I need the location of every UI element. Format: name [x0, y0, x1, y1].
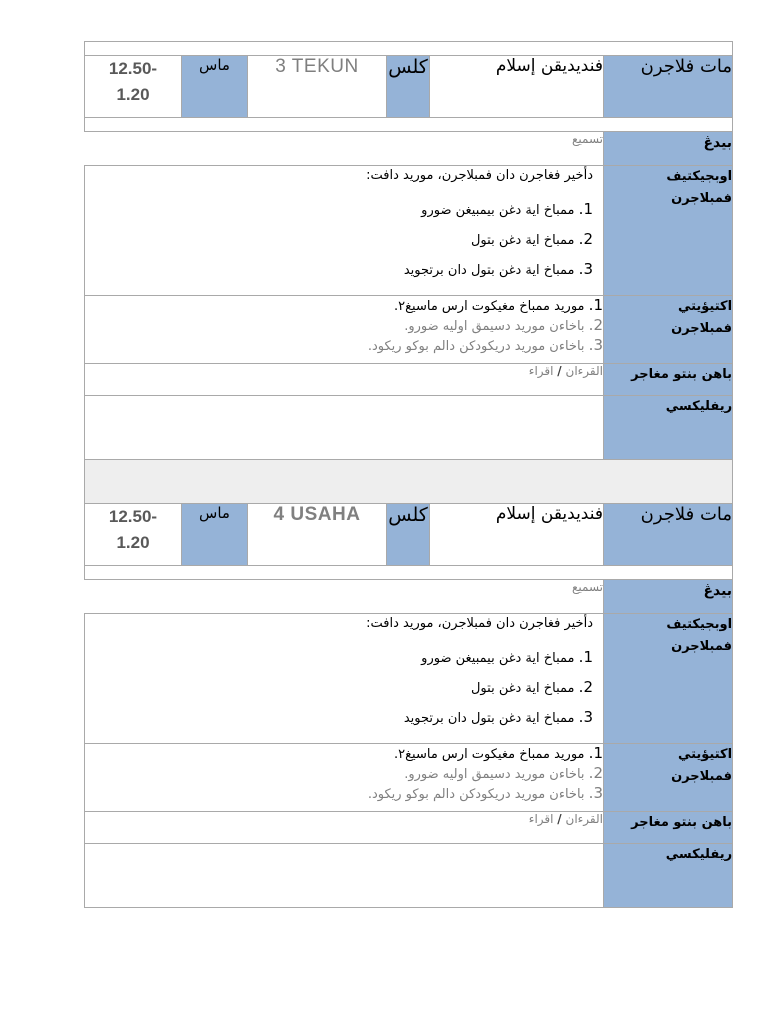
lesson-2-reflection-row [85, 844, 733, 908]
activity-number: 1. [588, 296, 603, 314]
activity-label-line-1: اكتيؤيتي [677, 747, 733, 762]
lesson-1-reflection [85, 396, 604, 460]
lesson-1-bbm-row [85, 364, 733, 396]
lesson-1-objective-intro: دأخير فغاجرن دان فمبلاجرن، موريد دافت: [366, 168, 593, 183]
activity-label-line-1: اكتيؤيتي [677, 299, 733, 314]
lesson-2-masa-label: ماس [182, 504, 248, 566]
objective-text: ممباخ اية دغن بتول دان برتجويد [403, 263, 575, 278]
lesson-1-bbm [85, 364, 604, 396]
lesson-1-class-name: 3 TEKUN [248, 56, 387, 118]
activity-text: باخاءن موريد دريكودكن دالم بوكو ريكود. [367, 787, 585, 802]
lesson-1-subject: فنديديقن إسلام [430, 56, 604, 118]
activity-item [85, 744, 603, 764]
lesson-2-objective-item [85, 702, 603, 732]
objective-text: ممباخ اية دغن بيمبيغن ضورو [421, 651, 575, 666]
lesson-1-subject-label: مات فلاجرن [604, 56, 733, 118]
objective-number: 1. [578, 648, 593, 666]
objective-text: ممباخ اية دغن بيمبيغن ضورو [421, 203, 575, 218]
lesson-1-top-spacer [85, 42, 733, 56]
objective-label-line-2: فمبلاجرن [671, 191, 733, 206]
lesson-2-activities [85, 744, 604, 812]
bbm-item-a: القرءان [565, 812, 603, 826]
objective-number: 2. [578, 230, 593, 248]
bbm-item-a: القرءان [565, 364, 603, 378]
bbm-separator: / [557, 812, 562, 826]
bbm-separator: / [557, 364, 562, 378]
lesson-1-activity-row [85, 296, 733, 364]
lesson-2-time-line-2: 1.20 [116, 533, 150, 552]
bbm-item-b: اقراء [528, 364, 554, 378]
activity-text: باخاءن موريد دريكودكن دالم بوكو ريكود. [367, 339, 585, 354]
lesson-2-activity-label [604, 744, 733, 812]
activity-item [85, 296, 603, 316]
lesson-2-theme: تسميع [85, 580, 604, 614]
objective-text: ممباخ اية دغن بتول دان برتجويد [403, 711, 575, 726]
lesson-2-header-row [85, 504, 733, 566]
lesson-1-activity-label [604, 296, 733, 364]
lesson-1-time-line-2: 1.20 [116, 85, 150, 104]
lesson-1-objective-item [85, 194, 603, 224]
lesson-1-theme-label: بيدڠ [604, 132, 733, 166]
lesson-2-time [85, 504, 182, 566]
activity-number: 3. [588, 784, 603, 802]
objective-label-line-1: اوبجيكتيف [666, 617, 733, 632]
objective-number: 1. [578, 200, 593, 218]
activity-text: موريد ممباخ مغيكوت ارس ماسيغ٢. [394, 747, 585, 762]
objective-label-line-2: فمبلاجرن [671, 639, 733, 654]
activity-item [85, 784, 603, 804]
objective-label-line-1: اوبجيكتيف [666, 169, 733, 184]
activity-text: باخاءن موريد دسيمق اوليه ضورو. [404, 767, 585, 782]
lesson-2-objective-label [604, 614, 733, 744]
lesson-2-bbm-label: باهن بنتو مغاجر [604, 812, 733, 844]
lesson-2-class-name: 4 USAHA [248, 504, 387, 566]
lesson-2-bbm-row [85, 812, 733, 844]
lesson-1-time-line-1: 12.50- [108, 59, 158, 78]
objective-number: 3. [578, 708, 593, 726]
lesson-1-objectives [85, 166, 604, 296]
activity-number: 1. [588, 744, 603, 762]
activity-number: 3. [588, 336, 603, 354]
lesson-2-objective-item [85, 642, 603, 672]
activity-label-line-2: فمبلاجرن [671, 321, 733, 336]
activity-label-line-2: فمبلاجرن [671, 769, 733, 784]
lesson-plan-sheet [84, 41, 732, 908]
lesson-2-subject-label: مات فلاجرن [604, 504, 733, 566]
lesson-plan-table [84, 41, 733, 908]
lesson-1-class-label: كلس [387, 56, 430, 118]
lesson-1-bbm-label: باهن بنتو مغاجر [604, 364, 733, 396]
lesson-2-objectives [85, 614, 604, 744]
lesson-2-class-label: كلس [387, 504, 430, 566]
activity-text: باخاءن موريد دسيمق اوليه ضورو. [404, 319, 585, 334]
activity-item [85, 316, 603, 336]
lesson-separator [85, 460, 733, 504]
lesson-2-time-line-1: 12.50- [108, 507, 158, 526]
activity-number: 2. [588, 764, 603, 782]
lesson-1-objective-item [85, 224, 603, 254]
lesson-2-activity-row [85, 744, 733, 812]
lesson-2-bbm [85, 812, 604, 844]
lesson-1-mid-spacer [85, 118, 733, 132]
activity-text: موريد ممباخ مغيكوت ارس ماسيغ٢. [394, 299, 585, 314]
lesson-1-objective-item [85, 254, 603, 284]
lesson-2-objective-item [85, 672, 603, 702]
lesson-2-reflection-label: ريفليكسي [604, 844, 733, 908]
lesson-1-theme: تسميع [85, 132, 604, 166]
lesson-1-reflection-row [85, 396, 733, 460]
objective-number: 2. [578, 678, 593, 696]
lesson-1-objective-row [85, 166, 733, 296]
lesson-2-reflection [85, 844, 604, 908]
lesson-2-theme-row [85, 580, 733, 614]
lesson-1-reflection-label: ريفليكسي [604, 396, 733, 460]
objective-number: 3. [578, 260, 593, 278]
activity-item [85, 764, 603, 784]
activity-item [85, 336, 603, 356]
lesson-2-subject: فنديديقن إسلام [430, 504, 604, 566]
lesson-2-theme-label: بيدڠ [604, 580, 733, 614]
bbm-item-b: اقراء [528, 812, 554, 826]
lesson-1-theme-row [85, 132, 733, 166]
lesson-2-mid-spacer [85, 566, 733, 580]
activity-number: 2. [588, 316, 603, 334]
lesson-2-objective-row [85, 614, 733, 744]
lesson-2-objective-intro: دأخير فغاجرن دان فمبلاجرن، موريد دافت: [366, 616, 593, 631]
lesson-1-objective-label [604, 166, 733, 296]
lesson-1-masa-label: ماس [182, 56, 248, 118]
objective-text: ممباخ اية دغن بتول [470, 681, 575, 696]
lesson-1-activities [85, 296, 604, 364]
lesson-1-header-row [85, 56, 733, 118]
objective-text: ممباخ اية دغن بتول [470, 233, 575, 248]
lesson-1-time [85, 56, 182, 118]
